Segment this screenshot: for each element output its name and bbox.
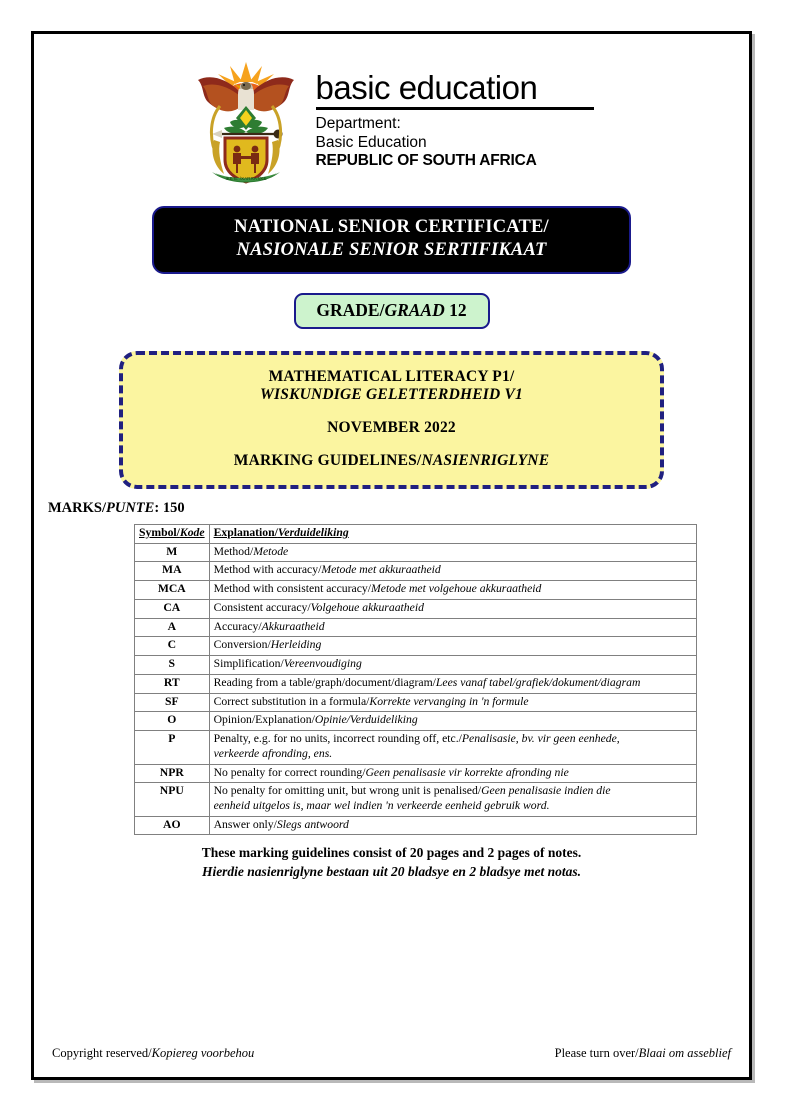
copyright-af: Kopiereg voorbehou [151,1046,255,1060]
marks-label-af: PUNTE [106,500,155,516]
code-explanation [209,693,696,712]
explanation-en: Reading from a table/graph/document/diagram/ [213,675,436,689]
code-symbol: SF [135,693,210,712]
explanation-af: Akkuraatheid [261,619,325,633]
explanation-af: Slegs antwoord [276,817,349,831]
page-footer [52,1046,731,1061]
code-symbol: S [135,656,210,675]
explanation-en: No penalty for omitting unit, but wrong unit is penalised/ [213,784,482,798]
table-row [135,581,697,600]
explanation-en: Opinion/Explanation/ [213,713,315,727]
grade-number: 12 [444,300,467,320]
code-explanation [209,712,696,731]
header-explanation-en: Explanation/ [213,526,278,539]
explanation-af: Geen penalisasie vir korrekte afronding nie [365,765,569,779]
explanation-af: Korrekte vervanging in 'n formule [369,694,529,708]
table-row [135,618,697,637]
certificate-title-af: NASIONALE SENIOR SERTIFIKAAT [236,240,547,260]
grade-label-af: GRAAD [384,300,445,320]
table-row [135,816,697,835]
document-header [34,34,749,188]
code-symbol: RT [135,674,210,693]
explanation-af: Volgehoue akkuraatheid [310,600,424,614]
explanation-af: Penalisasie, bv. vir geen eenhede, [461,732,620,746]
explanation-en: Method with accuracy/ [213,563,322,577]
code-explanation [209,581,696,600]
department-line-2: Basic Education [315,133,427,151]
department-line-3: REPUBLIC OF SOUTH AFRICA [315,152,537,170]
code-symbol: A [135,618,210,637]
brand-title: basic education [316,71,594,110]
code-symbol: C [135,637,210,656]
explanation-af: Vereenvoudiging [283,657,362,671]
page-count-notice [92,844,692,880]
table-row [135,599,697,618]
code-explanation [209,618,696,637]
turn-over-af: Blaai om asseblief [638,1046,731,1060]
code-explanation [209,674,696,693]
marks-separator: : [154,500,163,516]
subject-line-en: MATHEMATICAL LITERACY P1/ [268,368,515,385]
table-row [135,543,697,562]
code-explanation [209,562,696,581]
code-symbol: P [135,731,210,764]
code-symbol: M [135,543,210,562]
code-symbol: NPR [135,764,210,783]
explanation-af: Metode met volgehoue akkuraatheid [371,582,542,596]
explanation-en: Answer only/ [213,817,277,831]
explanation-af: Metode met akkuraatheid [321,563,441,577]
department-block [316,115,594,172]
turn-over-en: Please turn over/ [554,1046,639,1060]
code-symbol: CA [135,599,210,618]
explanation-en: No penalty for correct rounding/ [213,765,366,779]
code-explanation [209,599,696,618]
marks-line [48,500,749,517]
explanation-en: Accuracy/ [213,619,262,633]
svg-text:!KE E: /XARRA //KE: !KE E: /XARRA //KE [224,176,267,181]
brand-block [316,65,594,172]
code-symbol: AO [135,816,210,835]
table-row [135,783,697,816]
department-line-1: Department: [315,114,401,132]
header-symbol-en: Symbol/ [139,526,180,539]
table-row [135,693,697,712]
code-explanation [209,543,696,562]
table-row [135,637,697,656]
copyright-notice [52,1046,254,1061]
code-symbol: MCA [135,581,210,600]
table-header-row [135,525,697,544]
header-cell-symbol [135,525,210,544]
explanation-en: Simplification/ [213,657,284,671]
explanation-en: Correct substitution in a formula/ [213,694,370,708]
code-explanation [209,764,696,783]
copyright-en: Copyright reserved/ [52,1046,152,1060]
code-symbol: O [135,712,210,731]
turn-over-notice [555,1046,731,1061]
marks-label-en: MARKS/ [48,500,106,516]
certificate-title-en: NATIONAL SENIOR CERTIFICATE/ [234,217,549,237]
explanation-af-cont: verkeerde afronding, ens. [213,746,333,760]
explanation-af: Geen penalisasie indien die [481,784,611,798]
explanation-af: Lees vanaf tabel/grafiek/dokument/diagram [435,675,641,689]
document-type-en: MARKING GUIDELINES/ [233,452,422,469]
page-count-en: These marking guidelines consist of 20 pages and 2 pages of notes. [201,845,582,861]
table-row [135,656,697,675]
explanation-en: Consistent accuracy/ [213,600,311,614]
explanation-en: Method with consistent accuracy/ [213,582,372,596]
south-african-coat-of-arms-icon [190,48,302,188]
header-symbol-af: Kode [179,526,205,539]
grade-label-en: GRADE/ [316,300,385,320]
document-type [123,452,660,470]
explanation-en: Method/ [213,544,254,558]
document-page [31,31,752,1080]
explanation-af: Metode [253,544,289,558]
explanation-af-cont: eenheid uitgelos is, maar wel indien 'n verkeerde eenheid gebruik word. [213,799,550,813]
page-count-af: Hierdie nasienriglyne bestaan uit 20 bladsye en 2 bladsye met notas. [201,863,582,879]
code-symbol: NPU [135,783,210,816]
header-explanation-af: Verduideliking [277,526,349,539]
code-explanation [209,656,696,675]
grade-box [294,293,490,329]
explanation-af: Herleiding [270,638,322,652]
table-row [135,764,697,783]
explanation-en: Conversion/ [213,638,271,652]
table-row [135,674,697,693]
document-type-af: NASIENRIGLYNE [421,452,550,469]
table-row [135,712,697,731]
header-cell-explanation [209,525,696,544]
code-explanation [209,731,696,764]
subject-info-box [119,351,664,489]
code-symbol: MA [135,562,210,581]
code-explanation [209,816,696,835]
table-row [135,562,697,581]
code-explanation [209,783,696,816]
explanation-en: Penalty, e.g. for no units, incorrect rounding off, etc./ [213,732,462,746]
subject-line-af: WISKUNDIGE GELETTERDHEID V1 [260,386,523,403]
exam-date: NOVEMBER 2022 [327,419,456,436]
marks-value: 150 [162,500,185,516]
marking-codes-table [134,524,697,835]
certificate-title-box [152,206,631,274]
explanation-af: Opinie/Verduideliking [314,713,418,727]
code-explanation [209,637,696,656]
table-row [135,731,697,764]
